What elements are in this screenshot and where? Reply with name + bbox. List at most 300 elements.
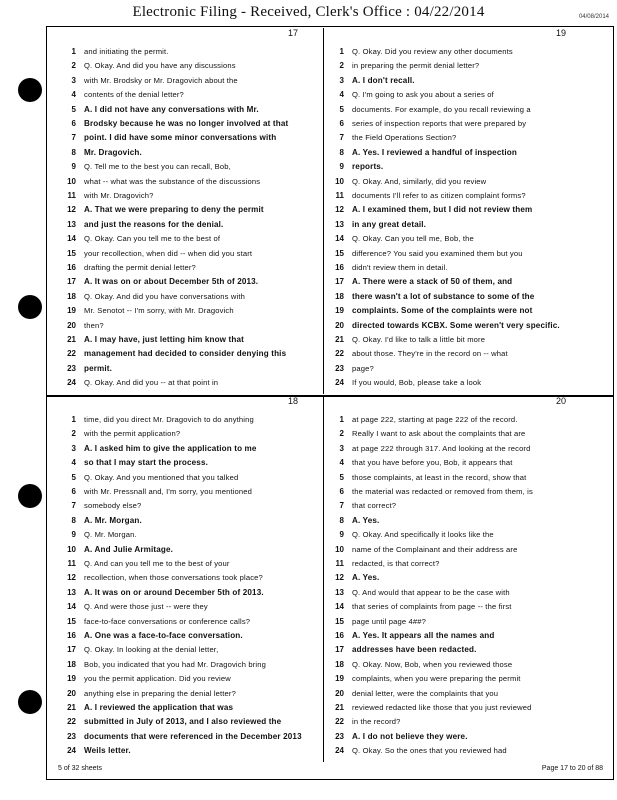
- transcript-line: [326, 585, 608, 599]
- transcript-line: [58, 130, 320, 144]
- transcript-line: [58, 729, 320, 743]
- line-number: 1: [339, 415, 344, 424]
- answer-text: addresses have been redacted.: [352, 645, 477, 655]
- question-text: Q. Okay. And did you -- at that point in: [84, 378, 219, 388]
- question-text: then?: [84, 320, 104, 330]
- line-number: 10: [335, 544, 344, 554]
- page-number: 18: [288, 396, 299, 406]
- question-text: face-to-face conversations or conference calls?: [84, 616, 251, 626]
- answer-text: A. That we were preparing to deny the permit: [84, 205, 264, 215]
- line-number: 21: [335, 703, 344, 712]
- question-text: If you would, Bob, please take a look: [352, 378, 482, 388]
- line-number: 20: [67, 688, 76, 698]
- question-text: contents of the denial letter?: [84, 90, 184, 100]
- transcript-line: [326, 714, 608, 728]
- line-number: 8: [71, 515, 76, 525]
- transcript-line: [58, 455, 320, 469]
- line-number: 22: [67, 349, 76, 359]
- answer-text: A. There were a stack of 50 of them, and: [352, 277, 513, 287]
- line-number: 4: [339, 458, 344, 468]
- question-text: series of inspection reports that were prepared by: [352, 119, 527, 128]
- line-number: 15: [335, 616, 344, 626]
- question-text: and initiating the permit.: [84, 47, 169, 56]
- question-text: anything else in preparing the denial letter?: [84, 688, 236, 698]
- transcript-line: [58, 542, 320, 556]
- question-text: recollection, when those conversations took place?: [84, 573, 263, 583]
- question-text: your recollection, when did -- when did you start: [84, 248, 253, 258]
- transcript-line: [58, 614, 320, 628]
- line-number: 19: [67, 306, 76, 316]
- transcript-line: [326, 289, 608, 303]
- transcript-line: [58, 217, 320, 231]
- transcript-line: [58, 58, 320, 72]
- line-number: 8: [339, 515, 344, 525]
- line-number: 22: [335, 717, 344, 727]
- line-number: 24: [335, 378, 344, 388]
- line-number: 24: [335, 746, 344, 756]
- line-number: 10: [67, 176, 76, 186]
- transcript-page-17: [58, 28, 320, 394]
- question-text: that series of complaints from page -- the first: [352, 602, 512, 612]
- transcript-line: [326, 174, 608, 188]
- line-number: 21: [67, 703, 76, 712]
- line-number: 7: [339, 133, 344, 143]
- question-text: didn't review them in detail.: [352, 263, 448, 272]
- line-number: 23: [67, 363, 76, 373]
- line-number: 22: [335, 349, 344, 359]
- page-number: 17: [288, 28, 299, 38]
- answer-text: A. It was on or about December 5th of 2013.: [84, 277, 259, 287]
- transcript-line: [326, 628, 608, 642]
- transcript-line: [58, 657, 320, 671]
- line-number: 7: [71, 133, 76, 143]
- transcript-line: [58, 159, 320, 173]
- transcript-line: [58, 628, 320, 642]
- line-number: 14: [335, 602, 344, 612]
- transcript-line: [58, 202, 320, 216]
- transcript-line: [326, 145, 608, 159]
- transcript-line: [58, 599, 320, 613]
- transcript-line: [58, 642, 320, 656]
- transcript-line: [58, 585, 320, 599]
- transcript-line: [58, 102, 320, 116]
- line-number: 12: [335, 205, 344, 215]
- question-text: reviewed redacted like those that you just reviewed: [352, 703, 532, 712]
- line-number: 11: [67, 191, 76, 200]
- transcript-line: [58, 375, 320, 389]
- question-text: Q. Tell me to the best you can recall, Bob,: [84, 162, 231, 172]
- line-number: 10: [67, 544, 76, 554]
- transcript-line: [58, 318, 320, 332]
- line-number: 14: [335, 234, 344, 244]
- column-divider: [323, 396, 324, 762]
- question-text: Really I want to ask about the complaints that are: [352, 429, 526, 439]
- line-number: 20: [67, 320, 76, 330]
- transcript-line: [326, 346, 608, 360]
- transcript-line: [326, 375, 608, 389]
- question-text: Q. Okay. And did you have conversations with: [84, 291, 245, 301]
- line-number: 2: [71, 429, 76, 439]
- line-number: 4: [71, 90, 76, 100]
- transcript-line: [326, 513, 608, 527]
- transcript-page-19: [326, 28, 608, 394]
- question-text: what -- what was the substance of the discussions: [84, 176, 261, 186]
- transcript-line: [326, 202, 608, 216]
- transcript-line: [326, 498, 608, 512]
- line-number: 1: [71, 415, 76, 424]
- transcript-line: [58, 570, 320, 584]
- line-number: 14: [67, 602, 76, 612]
- question-text: Q. And were those just -- were they: [84, 602, 208, 612]
- transcript-line: [58, 426, 320, 440]
- line-number: 3: [71, 443, 76, 453]
- question-text: the material was redacted or removed from them, is: [352, 487, 533, 496]
- question-text: Q. Okay. Did you review any other documents: [352, 47, 513, 56]
- transcript-line: [58, 145, 320, 159]
- transcript-line: [326, 73, 608, 87]
- transcript-line: [326, 274, 608, 288]
- transcript-line: [58, 671, 320, 685]
- line-number: 5: [71, 472, 76, 482]
- transcript-line: [58, 44, 320, 58]
- answer-text: A. Yes. It appears all the names and: [352, 631, 495, 640]
- transcript-line: [326, 44, 608, 58]
- question-text: with Mr. Brodsky or Mr. Dragovich about the: [84, 75, 238, 85]
- line-number: 17: [335, 645, 344, 655]
- question-text: somebody else?: [84, 501, 142, 511]
- question-text: Q. Okay. And, similarly, did you review: [352, 176, 487, 186]
- transcript-line: [58, 303, 320, 317]
- line-number: 1: [71, 47, 76, 56]
- question-text: with Mr. Pressnall and, I'm sorry, you mentioned: [84, 487, 253, 496]
- line-number: 7: [71, 501, 76, 511]
- answer-text: A. I may have, just letting him know that: [84, 335, 244, 344]
- question-text: Q. I'm going to ask you about a series of: [352, 90, 494, 100]
- page-range: Page 17 to 20 of 88: [541, 765, 603, 772]
- transcript-line: [326, 303, 608, 317]
- question-text: Q. Okay. And specifically it looks like the: [352, 530, 494, 540]
- punch-hole: [18, 295, 42, 319]
- question-text: in the record?: [352, 717, 401, 727]
- transcript-line: [326, 260, 608, 274]
- date-stamp: 04/08/2014: [578, 14, 609, 20]
- answer-text: in any great detail.: [352, 219, 427, 229]
- line-number: 20: [335, 688, 344, 698]
- answer-text: reports.: [352, 162, 384, 172]
- transcript-line: [58, 470, 320, 484]
- line-number: 16: [335, 263, 344, 272]
- transcript-line: [58, 412, 320, 426]
- answer-text: so that I may start the process.: [84, 458, 208, 468]
- line-number: 21: [335, 335, 344, 344]
- line-number: 24: [67, 746, 76, 756]
- line-number: 18: [335, 291, 344, 301]
- transcript-line: [326, 130, 608, 144]
- line-number: 18: [67, 659, 76, 669]
- question-text: you the permit application. Did you review: [84, 674, 231, 684]
- transcript-line: [326, 426, 608, 440]
- answer-text: A. I do not believe they were.: [352, 731, 468, 741]
- transcript-line: [58, 743, 320, 757]
- line-number: 7: [339, 501, 344, 511]
- answer-text: point. I did have some minor conversations with: [84, 133, 277, 143]
- line-number: 9: [339, 162, 344, 172]
- line-number: 23: [335, 731, 344, 741]
- line-number: 3: [339, 443, 344, 453]
- transcript-line: [326, 455, 608, 469]
- transcript-line: [326, 657, 608, 671]
- transcript-line: [58, 441, 320, 455]
- question-text: difference? You said you examined them but you: [352, 248, 523, 258]
- punch-hole: [18, 690, 42, 714]
- question-text: Q. Mr. Morgan.: [84, 530, 137, 540]
- answer-text: and just the reasons for the denial.: [84, 219, 224, 229]
- transcript-line: [58, 527, 320, 541]
- answer-text: A. I reviewed the application that was: [84, 703, 234, 712]
- line-number: 17: [67, 277, 76, 287]
- answer-text: A. I asked him to give the application to me: [84, 443, 257, 453]
- transcript-line: [326, 441, 608, 455]
- question-text: those complaints, at least in the record, show that: [352, 472, 527, 482]
- transcript-line: [58, 332, 320, 346]
- answer-text: A. I examined them, but I did not review them: [352, 205, 533, 215]
- line-number: 13: [335, 219, 344, 229]
- line-number: 3: [339, 75, 344, 85]
- line-number: 8: [339, 147, 344, 157]
- transcript-page-18: [58, 396, 320, 762]
- transcript-line: [326, 556, 608, 570]
- line-number: 19: [67, 674, 76, 684]
- transcript-line: [58, 714, 320, 728]
- question-text: about those. They're in the record on -- what: [352, 349, 508, 359]
- transcript-line: [58, 260, 320, 274]
- question-text: redacted, is that correct?: [352, 559, 440, 568]
- line-number: 24: [67, 378, 76, 388]
- transcript-line: [58, 246, 320, 260]
- transcript-line: [326, 614, 608, 628]
- line-number: 19: [335, 306, 344, 316]
- line-number: 11: [335, 191, 344, 200]
- line-number: 12: [67, 573, 76, 583]
- answer-text: management had decided to consider denying this: [84, 349, 287, 359]
- answer-text: A. Mr. Morgan.: [84, 515, 142, 525]
- line-number: 13: [335, 587, 344, 597]
- line-number: 15: [335, 248, 344, 258]
- line-number: 18: [67, 291, 76, 301]
- transcript-line: [326, 570, 608, 584]
- line-number: 4: [71, 458, 76, 468]
- punch-hole: [18, 484, 42, 508]
- question-text: drafting the permit denial letter?: [84, 263, 196, 272]
- answer-text: Mr. Dragovich.: [84, 147, 142, 157]
- transcript-line: [58, 556, 320, 570]
- line-number: 12: [67, 205, 76, 215]
- transcript-line: [326, 58, 608, 72]
- transcript-line: [58, 188, 320, 202]
- sheet-count: 5 of 32 sheets: [58, 765, 102, 772]
- answer-text: A. I don't recall.: [352, 75, 415, 85]
- line-number: 23: [67, 731, 76, 741]
- transcript-line: [326, 116, 608, 130]
- transcript-line: [326, 527, 608, 541]
- answer-text: Brodsky because he was no longer involved at that: [84, 119, 289, 128]
- transcript-line: [326, 743, 608, 757]
- transcript-line: [58, 686, 320, 700]
- transcript-line: [58, 346, 320, 360]
- transcript-line: [326, 361, 608, 375]
- transcript-line: [326, 599, 608, 613]
- question-text: Q. And can you tell me to the best of your: [84, 559, 230, 568]
- answer-text: complaints. Some of the complaints were not: [352, 306, 533, 316]
- transcript-line: [326, 332, 608, 346]
- question-text: at page 222, starting at page 222 of the record.: [352, 415, 518, 424]
- line-number: 11: [67, 559, 76, 568]
- transcript-line: [326, 729, 608, 743]
- line-number: 1: [339, 47, 344, 56]
- line-number: 23: [335, 363, 344, 373]
- question-text: Q. Okay. And did you have any discussions: [84, 61, 236, 71]
- line-number: 5: [339, 472, 344, 482]
- answer-text: directed towards KCBX. Some weren't very specific.: [352, 320, 560, 330]
- question-text: Bob, you indicated that you had Mr. Dragovich bring: [84, 659, 266, 669]
- question-text: Q. Okay. Now, Bob, when you reviewed those: [352, 659, 513, 669]
- line-number: 2: [71, 61, 76, 71]
- transcript-line: [58, 498, 320, 512]
- line-number: 10: [335, 176, 344, 186]
- question-text: documents I'll refer to as citizen complaint forms?: [352, 191, 526, 200]
- transcript-line: [326, 671, 608, 685]
- line-number: 5: [339, 104, 344, 114]
- transcript-line: [326, 102, 608, 116]
- answer-text: permit.: [84, 363, 113, 373]
- question-text: page until page 4##?: [352, 616, 426, 626]
- line-number: 9: [71, 530, 76, 540]
- question-text: with the permit application?: [84, 429, 181, 439]
- line-number: 15: [67, 248, 76, 258]
- question-text: at page 222 through 317. And looking at the record: [352, 443, 531, 453]
- line-number: 16: [67, 263, 76, 272]
- question-text: Mr. Senotot -- I'm sorry, with Mr. Dragovich: [84, 306, 234, 316]
- transcript-line: [326, 700, 608, 714]
- question-text: documents. For example, do you recall reviewing a: [352, 104, 531, 114]
- line-number: 16: [335, 631, 344, 640]
- line-number: 6: [339, 119, 344, 128]
- line-number: 11: [335, 559, 344, 568]
- question-text: complaints, when you were preparing the permit: [352, 674, 521, 684]
- answer-text: A. And Julie Armitage.: [84, 544, 174, 554]
- answer-text: A. It was on or around December 5th of 2013.: [84, 587, 264, 597]
- filing-header: Electronic Filing - Received, Clerk's Office : 04/22/2014: [132, 4, 485, 20]
- line-number: 17: [67, 645, 76, 655]
- answer-text: Weils letter.: [84, 746, 131, 756]
- answer-text: documents that were referenced in the December 2013: [84, 731, 302, 741]
- answer-text: A. Yes. I reviewed a handful of inspection: [352, 147, 517, 157]
- answer-text: A. Yes.: [352, 573, 380, 583]
- line-number: 6: [71, 487, 76, 496]
- transcript-line: [58, 174, 320, 188]
- answer-text: submitted in July of 2013, and I also reviewed the: [84, 717, 282, 727]
- question-text: with Mr. Dragovich?: [84, 191, 154, 200]
- line-number: 9: [339, 530, 344, 540]
- question-text: Q. Okay. Can you tell me to the best of: [84, 234, 221, 244]
- transcript-line: [326, 217, 608, 231]
- question-text: Q. Okay. I'd like to talk a little bit more: [352, 335, 486, 344]
- question-text: Q. Okay. In looking at the denial letter,: [84, 645, 219, 655]
- line-number: 18: [335, 659, 344, 669]
- question-text: that correct?: [352, 501, 397, 511]
- line-number: 19: [335, 674, 344, 684]
- page-number: 19: [556, 28, 567, 38]
- question-text: name of the Complainant and their address are: [352, 544, 518, 554]
- line-number: 21: [67, 335, 76, 344]
- transcript-line: [58, 361, 320, 375]
- line-number: 15: [67, 616, 76, 626]
- answer-text: A. I did not have any conversations with Mr.: [84, 104, 259, 114]
- line-number: 14: [67, 234, 76, 244]
- line-number: 16: [67, 631, 76, 640]
- line-number: 22: [67, 717, 76, 727]
- question-text: Q. Okay. And you mentioned that you talked: [84, 472, 239, 482]
- line-number: 13: [67, 219, 76, 229]
- transcript-line: [326, 159, 608, 173]
- transcript-line: [58, 87, 320, 101]
- transcript-line: [326, 686, 608, 700]
- line-number: 12: [335, 573, 344, 583]
- transcript-line: [326, 188, 608, 202]
- line-number: 6: [339, 487, 344, 496]
- line-number: 17: [335, 277, 344, 287]
- page-number: 20: [556, 396, 567, 406]
- transcript-line: [326, 470, 608, 484]
- transcript-line: [58, 513, 320, 527]
- question-text: Q. Okay. So the ones that you reviewed had: [352, 746, 507, 756]
- line-number: 3: [71, 75, 76, 85]
- punch-hole: [18, 78, 42, 102]
- transcript-line: [326, 318, 608, 332]
- transcript-line: [326, 642, 608, 656]
- question-text: denial letter, were the complaints that you: [352, 688, 499, 698]
- question-text: time, did you direct Mr. Dragovich to do anything: [84, 415, 254, 424]
- line-number: 13: [67, 587, 76, 597]
- line-number: 20: [335, 320, 344, 330]
- question-text: the Field Operations Section?: [352, 133, 457, 143]
- answer-text: there wasn't a lot of substance to some of the: [352, 291, 535, 301]
- line-number: 6: [71, 119, 76, 128]
- line-number: 8: [71, 147, 76, 157]
- question-text: Q. And would that appear to be the case with: [352, 587, 510, 597]
- question-text: that you have before you, Bob, it appears that: [352, 458, 513, 468]
- transcript-line: [326, 542, 608, 556]
- line-number: 2: [339, 61, 344, 71]
- question-text: page?: [352, 363, 374, 373]
- transcript-line: [58, 116, 320, 130]
- transcript-line: [58, 484, 320, 498]
- column-divider: [323, 28, 324, 394]
- answer-text: A. One was a face-to-face conversation.: [84, 631, 243, 640]
- transcript-line: [326, 484, 608, 498]
- line-number: 4: [339, 90, 344, 100]
- answer-text: A. Yes.: [352, 515, 380, 525]
- question-text: in preparing the permit denial letter?: [352, 61, 480, 71]
- question-text: Q. Okay. Can you tell me, Bob, the: [352, 234, 474, 244]
- transcript-line: [326, 231, 608, 245]
- transcript-line: [326, 412, 608, 426]
- transcript-line: [326, 246, 608, 260]
- transcript-line: [58, 231, 320, 245]
- line-number: 9: [71, 162, 76, 172]
- transcript-line: [58, 73, 320, 87]
- transcript-line: [58, 274, 320, 288]
